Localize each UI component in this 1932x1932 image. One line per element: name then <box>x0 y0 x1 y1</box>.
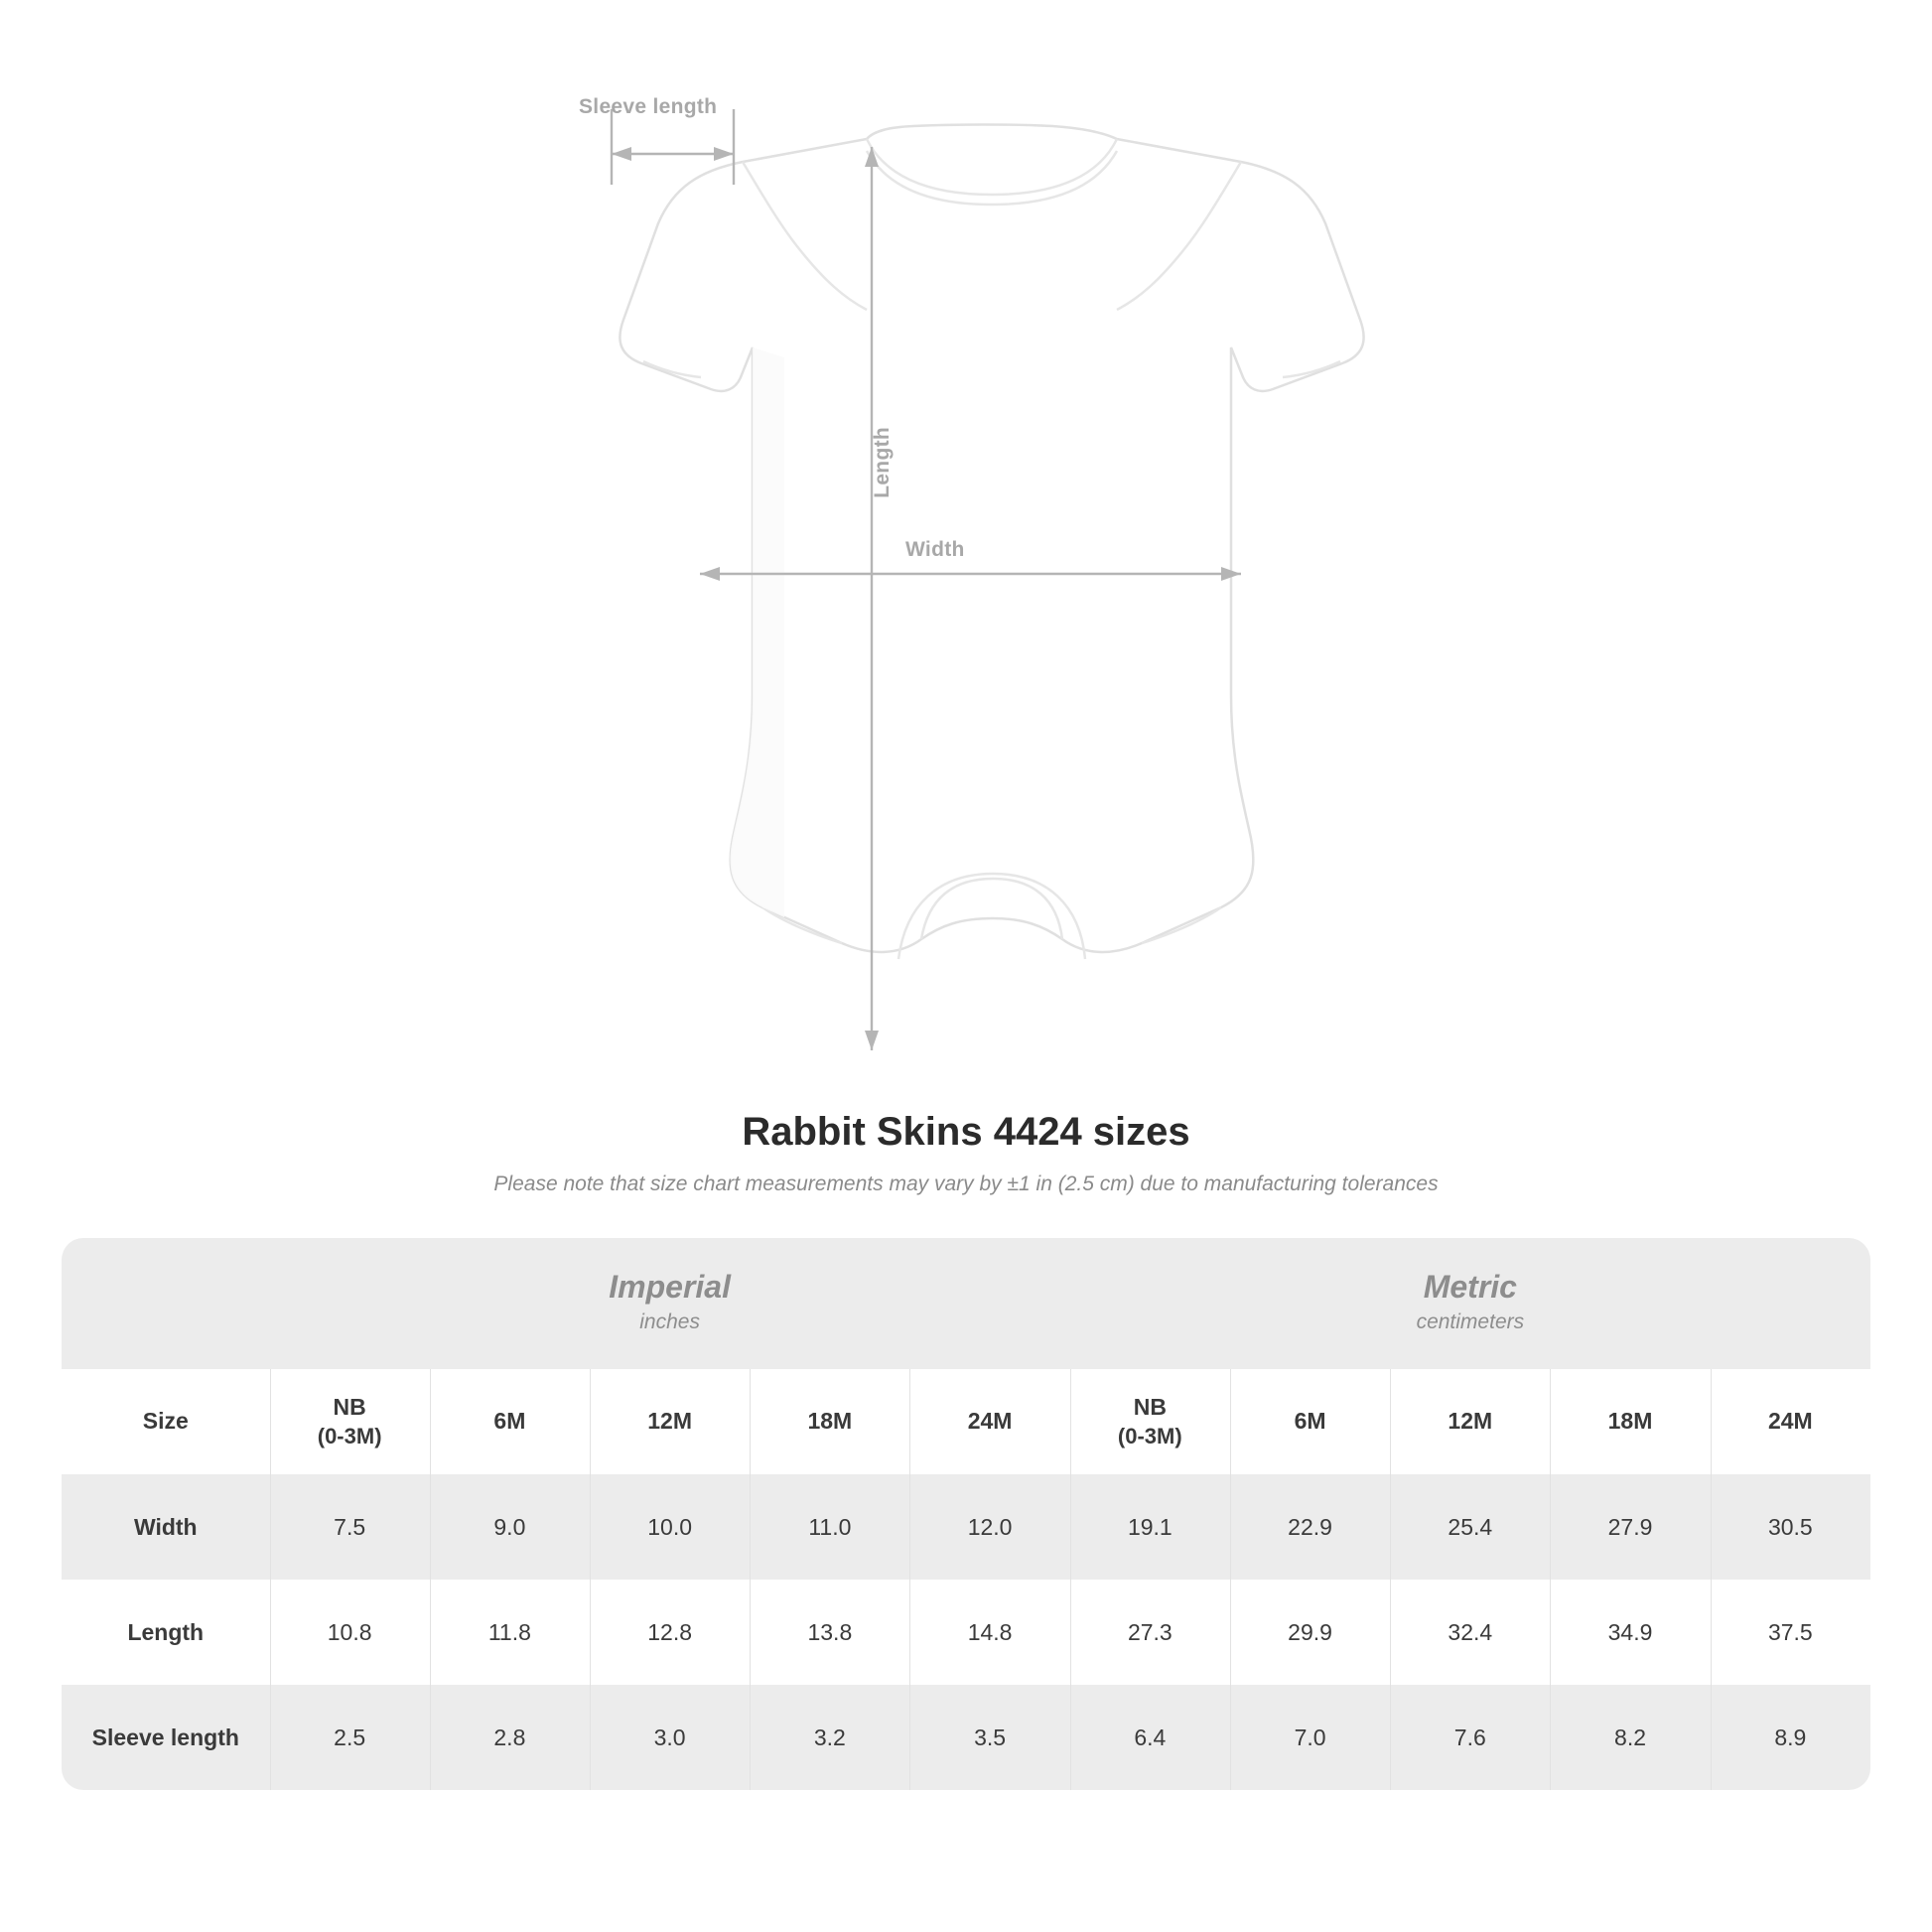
column-header-cell <box>1550 1369 1710 1474</box>
unit-imperial-cell <box>270 1238 1070 1369</box>
table-cell: 11.0 <box>750 1474 909 1580</box>
table-cell: 7.6 <box>1390 1685 1550 1790</box>
column-header-sub: (0-3M) <box>1117 1423 1182 1449</box>
column-header-cell <box>590 1369 750 1474</box>
sleeve-length-dimension-label: Sleeve length <box>579 95 718 118</box>
unit-imperial-label: Imperial <box>609 1268 731 1305</box>
row-label: Length <box>62 1580 270 1685</box>
column-header-label: 6M <box>493 1408 526 1435</box>
table-cell: 2.8 <box>430 1685 590 1790</box>
table-cell: 7.5 <box>270 1474 430 1580</box>
column-header-row <box>62 1369 1870 1474</box>
column-header-label: 18M <box>1607 1408 1653 1435</box>
table-cell: 27.3 <box>1070 1580 1230 1685</box>
column-header-cell <box>1070 1369 1230 1474</box>
table-cell: 8.9 <box>1711 1685 1870 1790</box>
table-cell: 27.9 <box>1550 1474 1710 1580</box>
table-cell: 3.5 <box>909 1685 1069 1790</box>
column-header-cell <box>1390 1369 1550 1474</box>
column-header-label: 24M <box>967 1408 1013 1435</box>
column-header-cell <box>750 1369 909 1474</box>
size-table-container <box>62 1238 1870 1790</box>
row-label: Sleeve length <box>62 1685 270 1790</box>
width-dimension-label: Width <box>905 538 965 561</box>
tolerance-note: Please note that size chart measurements may vary by ±1 in (2.5 cm) due to manufacturing tolerances <box>493 1173 1439 1195</box>
table-cell: 25.4 <box>1390 1474 1550 1580</box>
unit-header-row <box>62 1238 1870 1369</box>
size-table <box>62 1238 1870 1790</box>
table-cell: 7.0 <box>1230 1685 1390 1790</box>
column-header-cell <box>270 1369 430 1474</box>
table-cell: 10.8 <box>270 1580 430 1685</box>
column-header-cell <box>909 1369 1069 1474</box>
unit-spacer-cell <box>62 1238 270 1369</box>
column-header-label: 12M <box>1448 1408 1493 1435</box>
title-block <box>0 1110 1932 1196</box>
table-cell: 9.0 <box>430 1474 590 1580</box>
column-header-cell <box>1711 1369 1870 1474</box>
column-header-label: 12M <box>647 1408 692 1435</box>
table-cell: 12.8 <box>590 1580 750 1685</box>
table-cell: 34.9 <box>1550 1580 1710 1685</box>
table-row <box>62 1685 1870 1790</box>
unit-metric-cell <box>1070 1238 1870 1369</box>
table-cell: 14.8 <box>909 1580 1069 1685</box>
row-label: Width <box>62 1474 270 1580</box>
table-cell: 37.5 <box>1711 1580 1870 1685</box>
column-header-cell <box>430 1369 590 1474</box>
page-title: Rabbit Skins 4424 sizes <box>742 1110 1190 1154</box>
table-cell: 11.8 <box>430 1580 590 1685</box>
size-header-cell: Size <box>62 1369 270 1474</box>
table-row <box>62 1474 1870 1580</box>
table-cell: 12.0 <box>909 1474 1069 1580</box>
column-header-label: NB <box>333 1393 366 1420</box>
table-cell: 30.5 <box>1711 1474 1870 1580</box>
table-cell: 29.9 <box>1230 1580 1390 1685</box>
table-cell: 3.2 <box>750 1685 909 1790</box>
unit-metric-label: Metric <box>1423 1268 1517 1305</box>
table-cell: 32.4 <box>1390 1580 1550 1685</box>
column-header-label: NB <box>1133 1393 1167 1420</box>
table-cell: 13.8 <box>750 1580 909 1685</box>
column-header-sub: (0-3M) <box>317 1423 382 1449</box>
column-header-label: 18M <box>807 1408 853 1435</box>
table-cell: 22.9 <box>1230 1474 1390 1580</box>
column-header-label: 24M <box>1767 1408 1813 1435</box>
column-header-label: 6M <box>1294 1408 1326 1435</box>
table-cell: 2.5 <box>270 1685 430 1790</box>
table-cell: 8.2 <box>1550 1685 1710 1790</box>
table-cell: 19.1 <box>1070 1474 1230 1580</box>
table-cell: 6.4 <box>1070 1685 1230 1790</box>
table-cell: 3.0 <box>590 1685 750 1790</box>
column-header-cell <box>1230 1369 1390 1474</box>
length-dimension-label: Length <box>871 427 894 498</box>
table-row <box>62 1580 1870 1685</box>
table-cell: 10.0 <box>590 1474 750 1580</box>
unit-imperial-sub: inches <box>639 1310 700 1333</box>
unit-metric-sub: centimeters <box>1416 1310 1525 1333</box>
